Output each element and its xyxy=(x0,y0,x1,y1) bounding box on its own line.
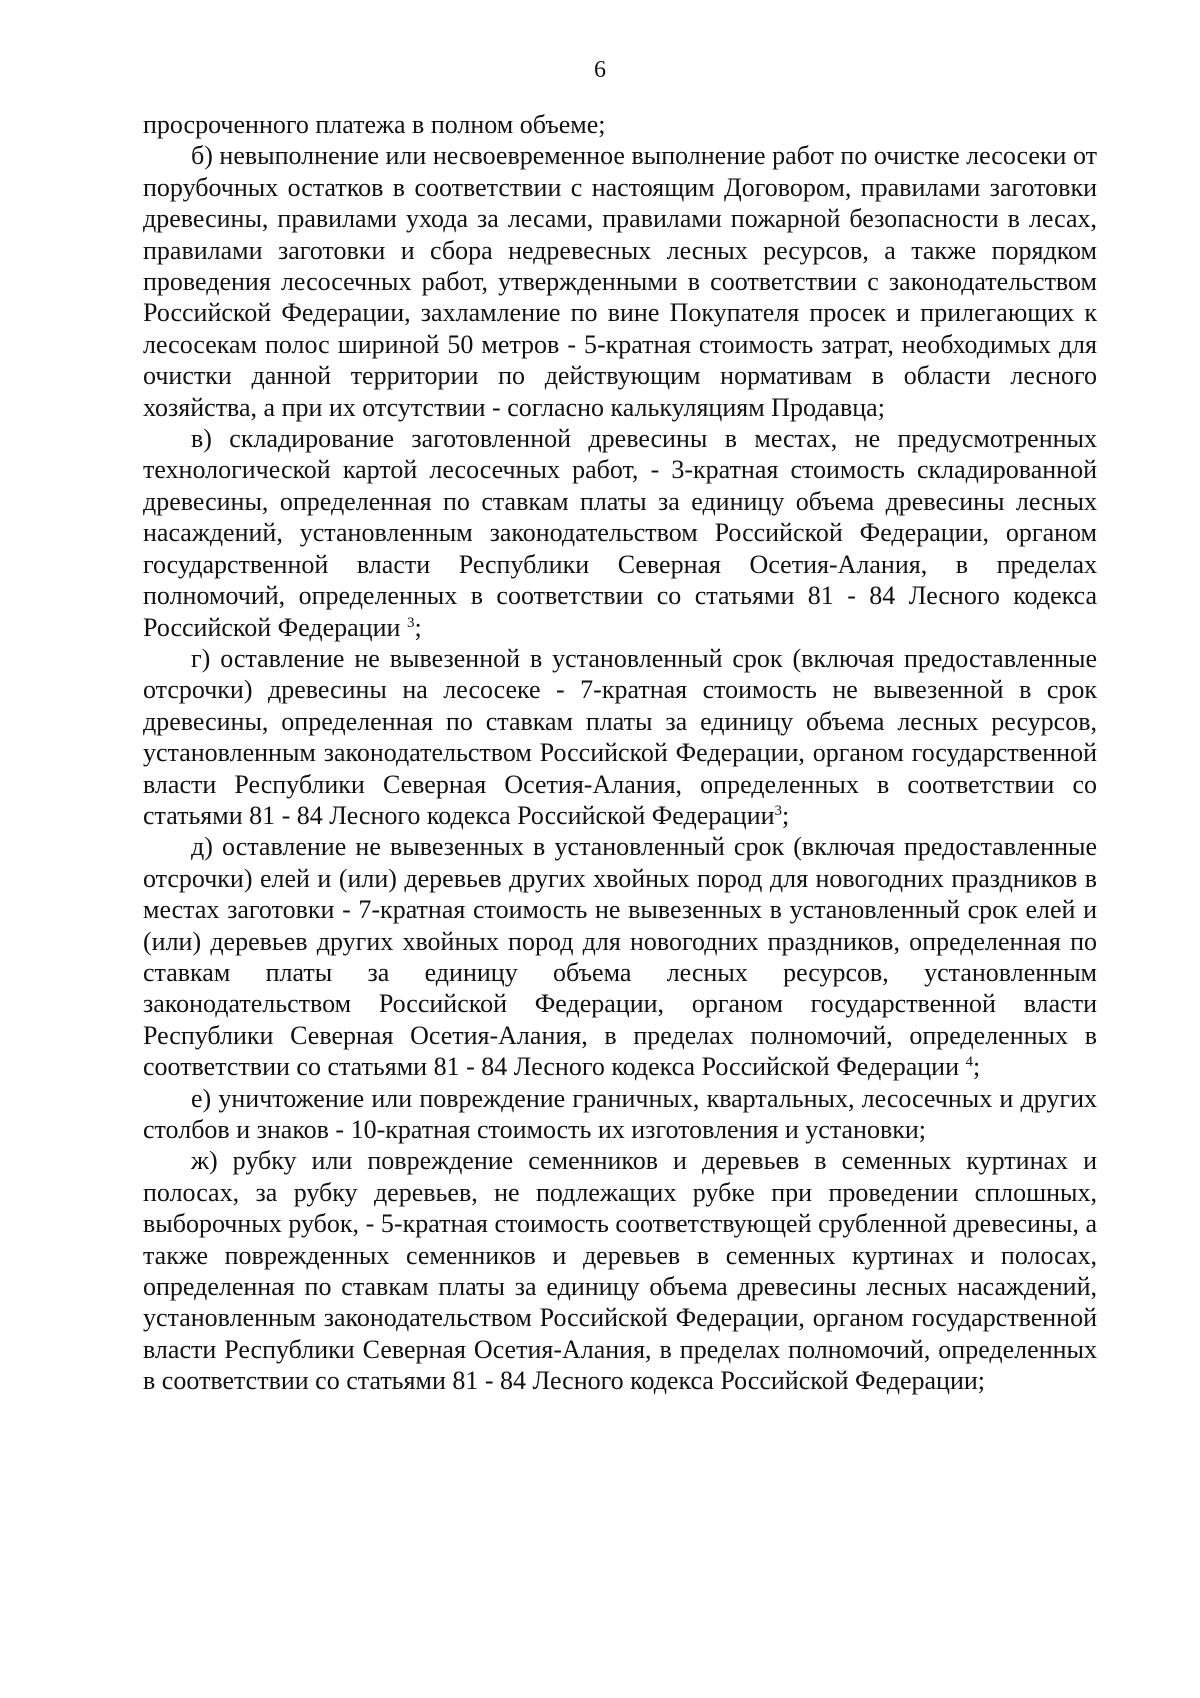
paragraph-tail: ; xyxy=(782,800,790,830)
paragraph-item-d xyxy=(143,831,1097,1082)
footnote-reference: 4 xyxy=(965,1054,973,1071)
paragraph-text: просроченного платежа в полном объеме; xyxy=(143,110,606,139)
paragraph-tail: ; xyxy=(414,612,422,642)
footnote-reference: 3 xyxy=(406,614,415,631)
paragraph-continuation xyxy=(143,109,1097,140)
paragraph-item-b xyxy=(143,140,1097,423)
paragraph-text: е) уничтожение или повреждение граничных, квартальных, лесосечных и других столбов и знаков - 10-кратная стоимость их изготовления и установки; xyxy=(143,1083,1097,1144)
footnote-reference: 3 xyxy=(774,802,783,819)
paragraph-text: д) оставление не вывезенных в установленный срок (включая предоставленные отсрочки) елей и (или) деревьев других хвойных пород для новогодних праздников в местах заготовки - 7-кратная стоимость не вывезенных в установленный срок елей и (или) деревьев других хвойных пород для новогодних праздников, определенная по ставкам платы за единицу объема лесных ресурсов, установленным законодательством Российской Федерации, органом государственной власти Республики Северная Осетия-Алания, в пределах полномочий, определенных в соответствии со статьями 81 - 84 Лесного кодекса Российской Федерации xyxy=(143,832,1097,1082)
paragraph-text: б) невыполнение или несвоевременное выполнение работ по очистке лесосеки от порубочных остатков в соответствии с настоящим Договором, правилами заготовки древесины, правилами ухода за лесами, правилами пожарной безопасности в лесах, правилами заготовки и сбора недревесных лесных ресурсов, а также порядком проведения лесосечных работ, утвержденными в соответствии с законодательством Российской Федерации, захламление по вине Покупателя просек и прилегающих к лесосекам полос шириной 50 метров - 5-кратная стоимость затрат, необходимых для очистки данной территории по действующим нормативам в области лесного хозяйства, а при их отсутствии - согласно калькуляциям Продавца; xyxy=(143,141,1097,422)
paragraph-item-e xyxy=(143,1083,1097,1146)
paragraph-text: г) оставление не вывезенной в установленный срок (включая предоставленные отсрочки) древесины на лесосеке - 7-кратная стоимость не вывезенной в срок древесины, определенная по ставкам платы за единицу объема лесных ресурсов, установленным законодательством Российской Федерации, органом государственной власти Республики Северная Осетия-Алания, определенных в соответствии со статьями 81 - 84 Лесного кодекса Российской Федерации xyxy=(143,643,1097,830)
document-body xyxy=(143,109,1097,1397)
page-number: 6 xyxy=(594,57,606,83)
paragraph-tail: ; xyxy=(973,1052,981,1082)
paragraph-item-zh xyxy=(143,1145,1097,1396)
paragraph-text: ж) рубку или повреждение семенников и деревьев в семенных куртинах и полосах, за рубку деревьев, не подлежащих рубке при проведении сплошных, выборочных рубок, - 5-кратная стоимость соответствующей срубленной древесины, а также поврежденных семенников и деревьев в семенных куртинах и полосах, определенная по ставкам платы за единицу объема древесины лесных насаждений, установленным законодательством Российской Федерации, органом государственной власти Республики Северная Осетия-Алания, в пределах полномочий, определенных в соответствии со статьями 81 - 84 Лесного кодекса Российской Федерации; xyxy=(143,1146,1097,1396)
paragraph-text: в) складирование заготовленной древесины в местах, не предусмотренных технологической картой лесосечных работ, - 3-кратная стоимость складированной древесины, определенная по ставкам платы за единицу объема древесины лесных насаждений, установленным законодательством Российской Федерации, органом государственной власти Республики Северная Осетия-Алания, в пределах полномочий, определенных в соответствии со статьями 81 - 84 Лесного кодекса Российской Федерации xyxy=(143,424,1097,642)
paragraph-item-g xyxy=(143,643,1097,831)
paragraph-item-v xyxy=(143,423,1097,643)
